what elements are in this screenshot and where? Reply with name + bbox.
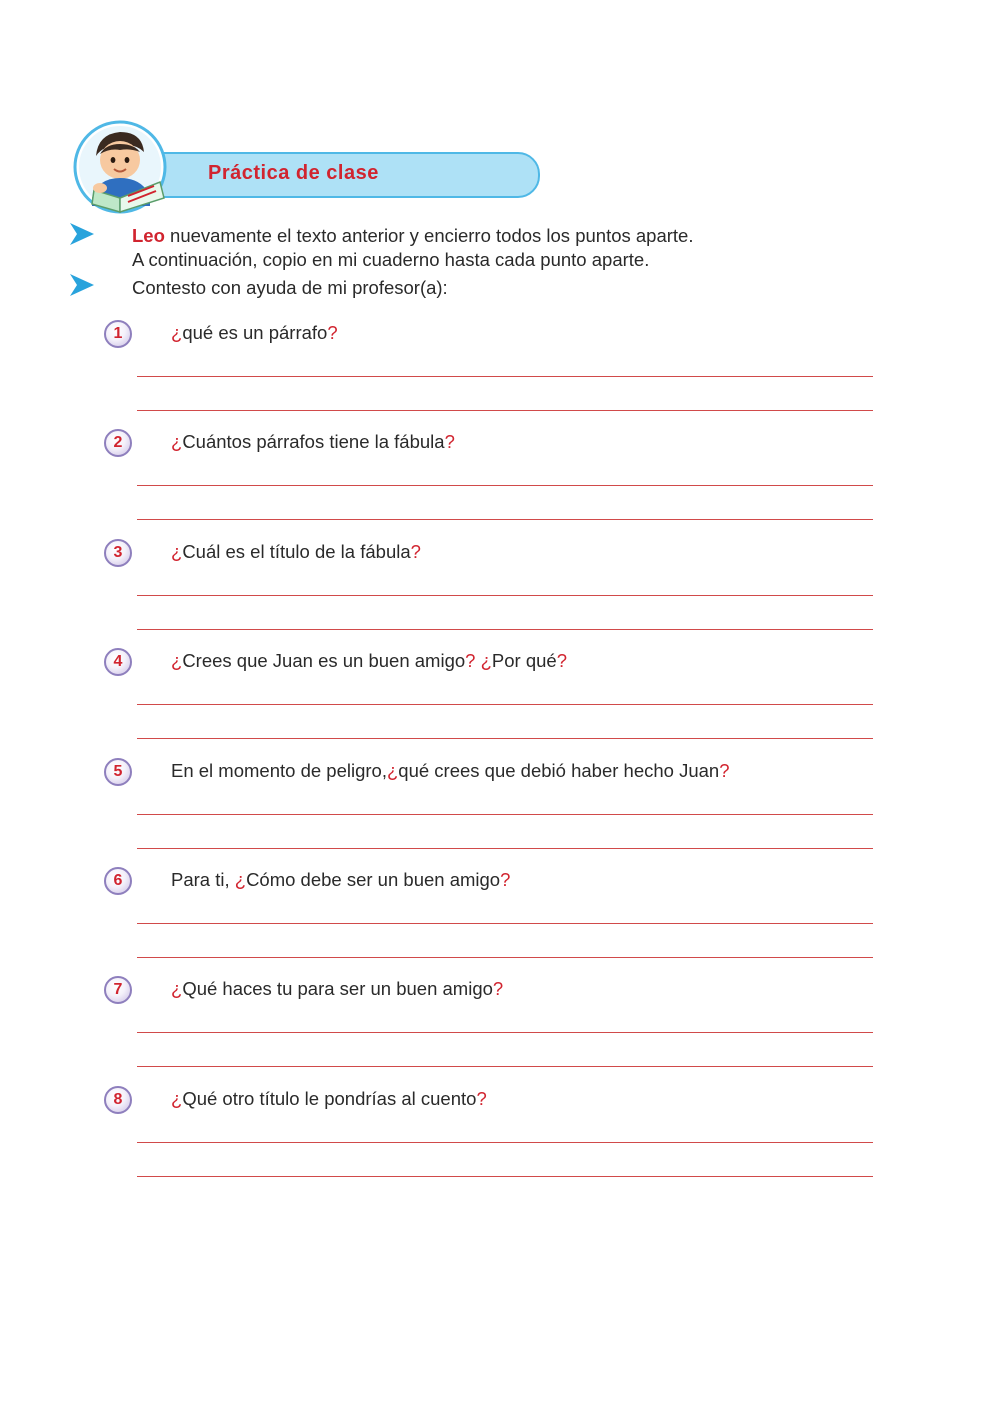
question-text-part: qué crees que debió haber hecho Juan xyxy=(398,759,720,781)
answer-line[interactable] xyxy=(137,923,873,924)
answer-line[interactable] xyxy=(137,1032,873,1033)
answer-line[interactable] xyxy=(137,1176,873,1177)
answer-line[interactable] xyxy=(137,410,873,411)
answer-line[interactable] xyxy=(137,738,873,739)
instruction-1 xyxy=(132,225,693,247)
question-text-part: Qué haces tu para ser un buen amigo xyxy=(182,978,493,1000)
question-text-part: En el momento de peligro, xyxy=(171,759,387,781)
question-text-part: ¿ xyxy=(171,1087,183,1109)
answer-line[interactable] xyxy=(137,1142,873,1143)
question-text-part: ? xyxy=(500,869,511,890)
question-text-part: ? xyxy=(492,978,504,1000)
question-text xyxy=(171,1088,487,1110)
question-text-part: ¿ xyxy=(386,759,399,781)
question-text xyxy=(171,869,510,891)
question-text xyxy=(171,322,338,344)
question-text-part: ? xyxy=(327,322,338,343)
question-number: 1 xyxy=(104,320,132,348)
question-number: 8 xyxy=(104,1086,132,1114)
question-text-part: ? xyxy=(444,431,455,453)
instruction-1-highlight: Leo xyxy=(132,225,165,246)
question-number: 4 xyxy=(104,648,132,676)
section-banner xyxy=(150,152,540,198)
arrow-bullet-icon xyxy=(68,220,96,248)
question-number: 2 xyxy=(104,429,132,457)
question-text-part: Cuál es el título de la fábula xyxy=(182,540,411,562)
question-text xyxy=(171,541,421,563)
instruction-3: Contesto con ayuda de mi profesor(a): xyxy=(132,277,448,298)
question-number: 7 xyxy=(104,976,132,1004)
question-text-part: ? xyxy=(476,1087,487,1109)
question-text-part: ? ¿ xyxy=(465,650,492,672)
section-title: Práctica de clase xyxy=(208,162,379,184)
answer-line[interactable] xyxy=(137,376,873,377)
question-text xyxy=(171,978,503,1000)
question-number: 5 xyxy=(104,758,132,786)
instruction-2: A continuación, copio en mi cuaderno hasta cada punto aparte. xyxy=(132,249,650,270)
question-text xyxy=(171,431,455,453)
question-number: 6 xyxy=(104,867,132,895)
question-text-part: Crees que Juan es un buen amigo xyxy=(182,650,466,672)
question-text-part: ¿ xyxy=(171,322,183,343)
arrow-bullet-icon xyxy=(68,271,96,299)
question-text-part: ¿ xyxy=(171,978,183,1000)
question-text-part: ¿ xyxy=(234,869,247,890)
question-text-part: ¿ xyxy=(171,540,183,562)
answer-line[interactable] xyxy=(137,629,873,630)
boy-reading-book-icon xyxy=(70,120,172,214)
answer-line[interactable] xyxy=(137,519,873,520)
question-text-part: Para ti, xyxy=(171,869,235,890)
question-text xyxy=(171,760,730,782)
answer-line[interactable] xyxy=(137,814,873,815)
question-text xyxy=(171,650,567,672)
question-text-part: Cómo debe ser un buen amigo xyxy=(246,869,501,890)
question-text-part: ? xyxy=(410,540,421,562)
answer-line[interactable] xyxy=(137,848,873,849)
answer-line[interactable] xyxy=(137,595,873,596)
question-text-part: qué es un párrafo xyxy=(182,322,328,343)
answer-line[interactable] xyxy=(137,704,873,705)
answer-line[interactable] xyxy=(137,485,873,486)
question-text-part: Cuántos párrafos tiene la fábula xyxy=(182,431,445,453)
question-text-part: Por qué xyxy=(491,650,557,672)
question-number: 3 xyxy=(104,539,132,567)
question-text-part: ? xyxy=(556,650,567,672)
question-text-part: ¿ xyxy=(171,431,183,453)
answer-line[interactable] xyxy=(137,957,873,958)
question-text-part: ¿ xyxy=(171,650,183,672)
instruction-1-text: nuevamente el texto anterior y encierro todos los puntos aparte. xyxy=(164,225,694,246)
answer-line[interactable] xyxy=(137,1066,873,1067)
question-text-part: Qué otro título le pondrías al cuento xyxy=(182,1087,477,1109)
question-text-part: ? xyxy=(719,759,730,781)
